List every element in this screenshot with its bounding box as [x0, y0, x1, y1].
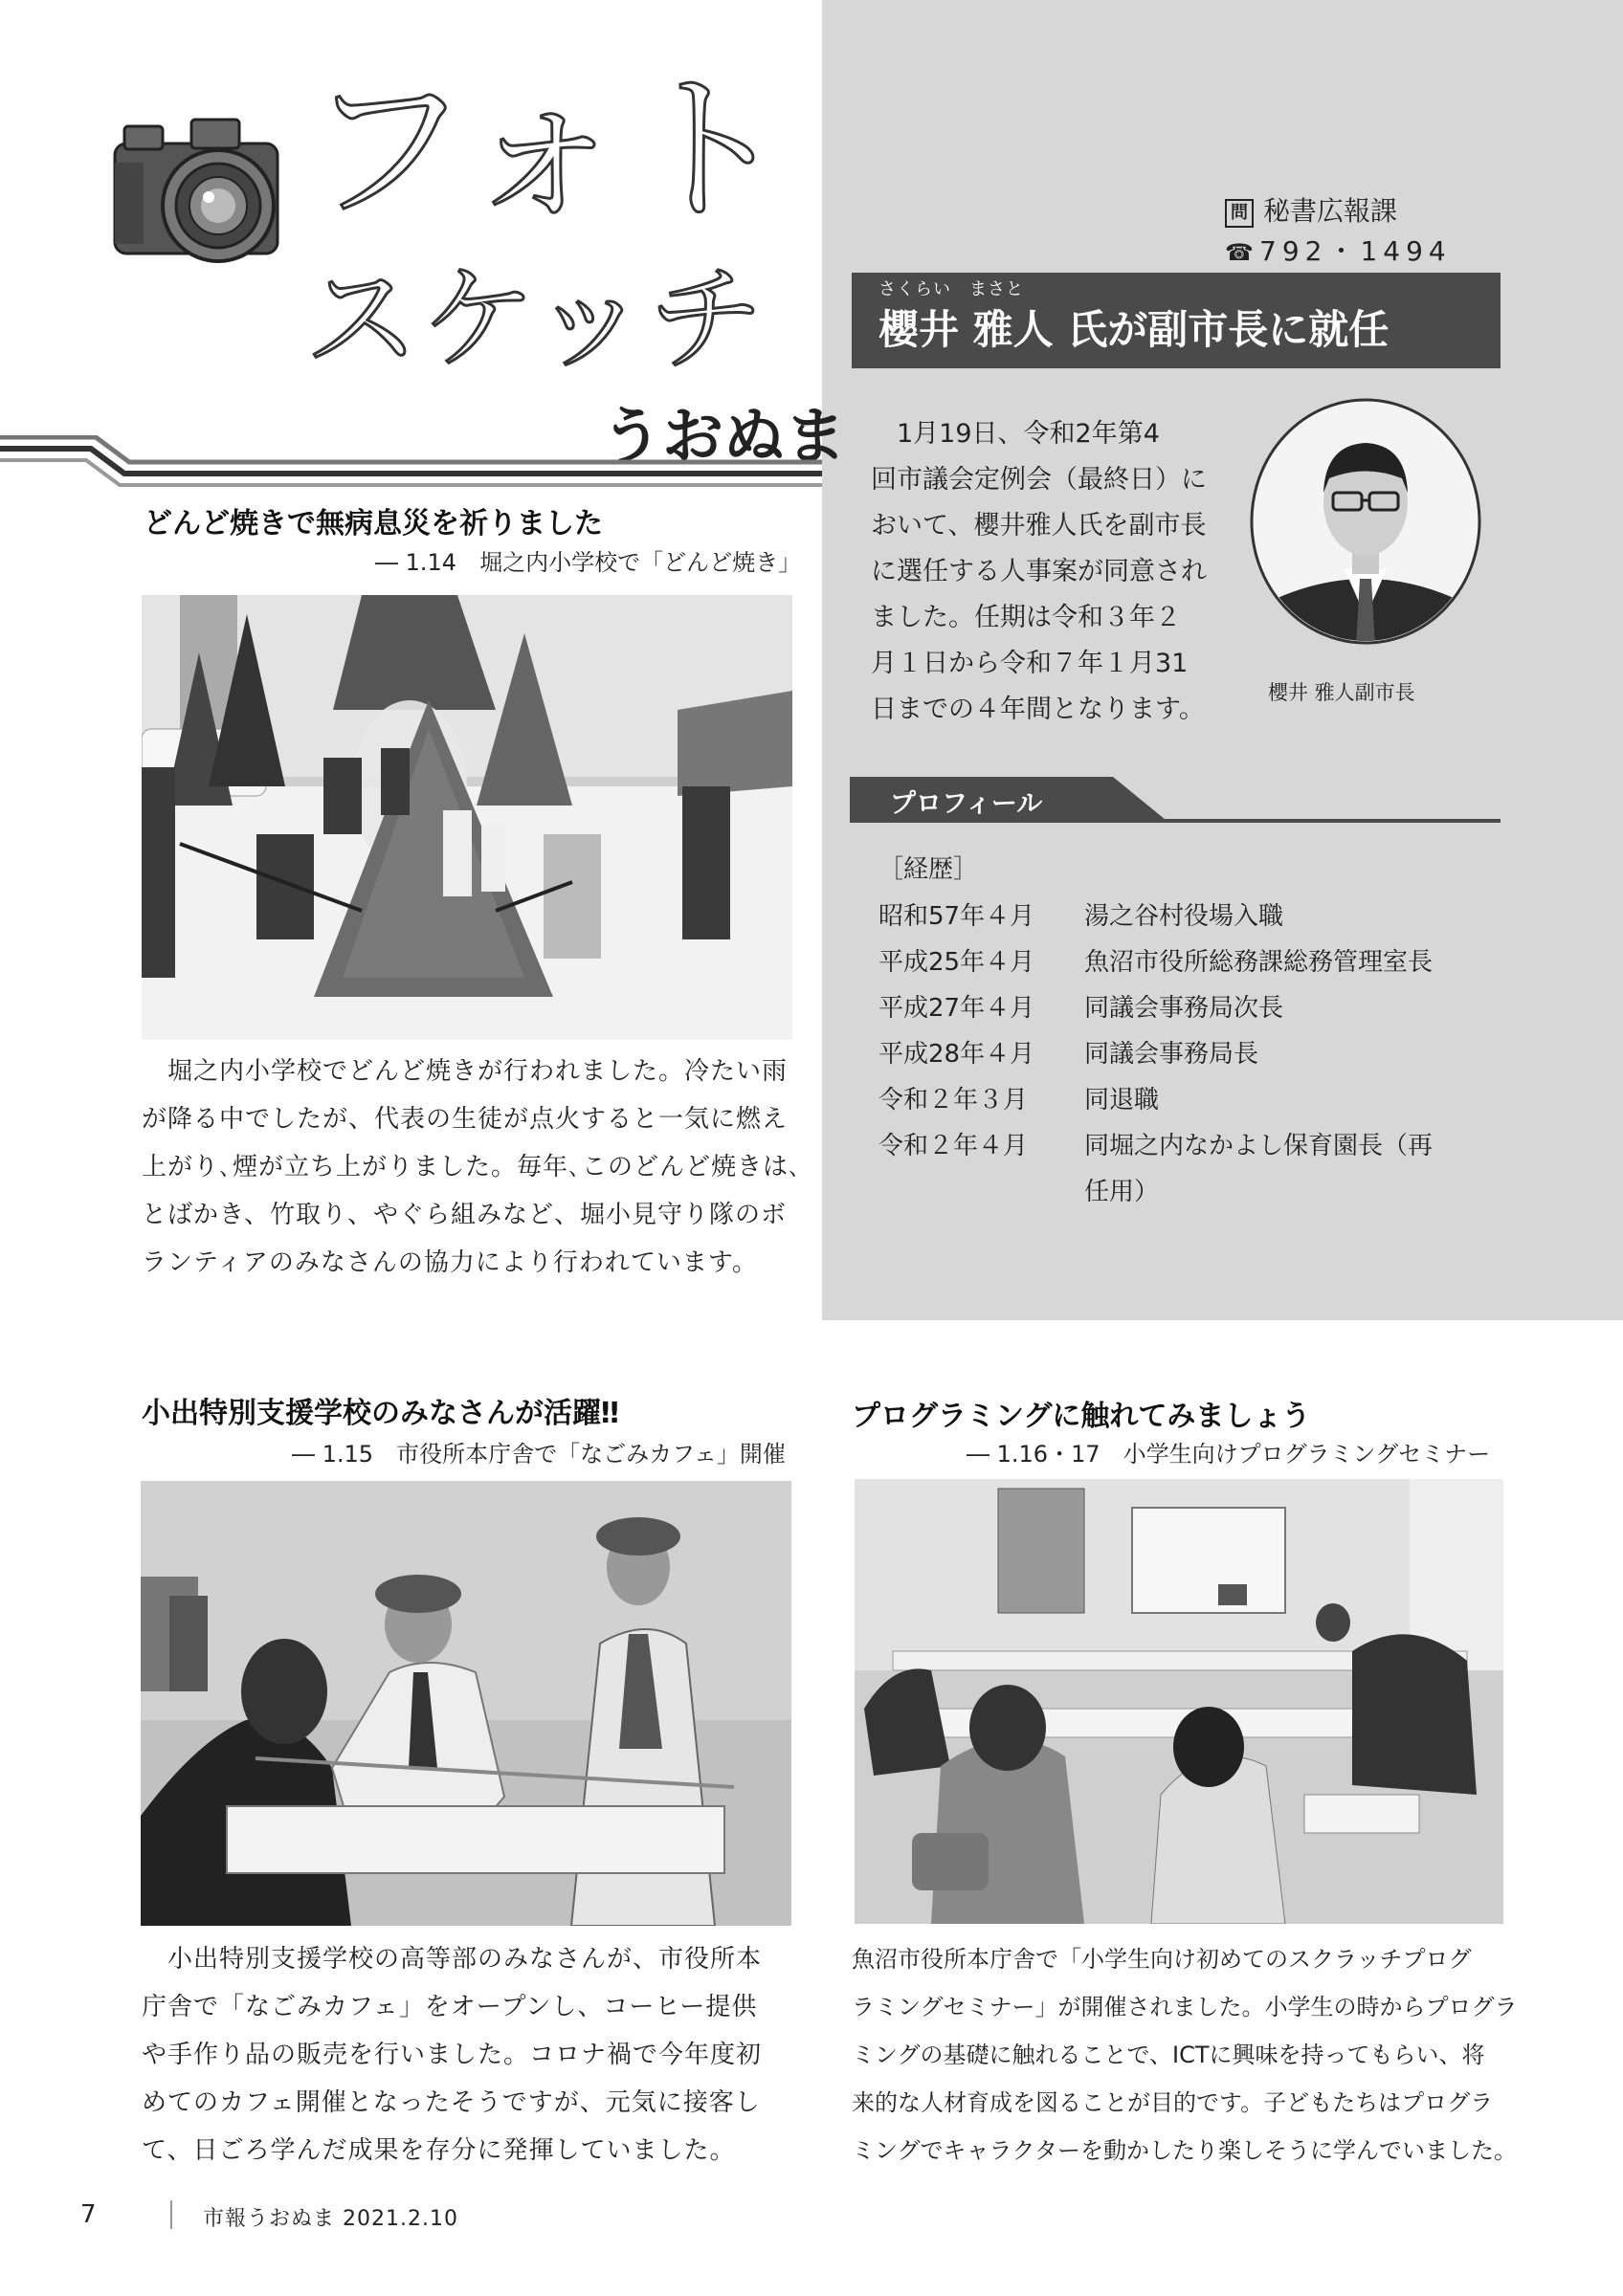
profile-label: プロフィール	[890, 789, 1043, 819]
career-row	[878, 1034, 1258, 1070]
article-3-body-line: ラミングセミナー」が開催されました。小学生の時からプログラ	[852, 1994, 1518, 2020]
contact-department: 秘書広報課	[1263, 195, 1398, 227]
intro-line: おいて、櫻井雅人氏を副市長	[871, 511, 1207, 541]
article-3-subtitle: ― 1.16・17 小学生向けプログラミングセミナー	[967, 1441, 1491, 1468]
article-1-subtitle: ― 1.14 堀之内小学校で「どんど焼き」	[375, 549, 802, 576]
career-date: 昭和57年４月	[878, 902, 1035, 931]
career-row	[878, 1172, 1159, 1207]
article-3-body-line: 魚沼市役所本庁舎で「小学生向け初めてのスクラッチプログ	[852, 1946, 1472, 1973]
contact-info	[1225, 191, 1452, 273]
page-number: 7	[80, 2200, 97, 2229]
career-date: 平成25年４月	[878, 948, 1035, 977]
name-ruby: さくらい まさと	[878, 279, 1024, 299]
intro-line: 月１日から令和７年１月31	[871, 649, 1189, 678]
article-1-body	[142, 1048, 812, 1287]
article-1-body-line: とばかき、竹取り、やぐら組みなど、堀小見守り隊のボ	[142, 1201, 787, 1229]
career-date: 令和２年３月	[878, 1086, 1029, 1115]
footer-divider	[170, 2200, 172, 2229]
article-3-body	[852, 1935, 1522, 2175]
article-2-body-line: めてのカフェ開催となったそうですが、元気に接客し	[142, 2088, 761, 2117]
career-heading: ［経歴］	[878, 855, 979, 884]
header-title-line2: スケッチ	[304, 254, 766, 386]
career-desc: 同議会事務局長	[1084, 1040, 1259, 1069]
intro-line: 1月19日、令和2年第4	[871, 419, 1160, 449]
career-date: 平成27年４月	[878, 994, 1035, 1023]
camera-icon	[105, 105, 297, 273]
header-stripes	[0, 435, 822, 493]
career-desc: 魚沼市役所総務課総務管理室長	[1084, 948, 1434, 977]
career-row	[878, 1126, 1433, 1161]
article-3-body-line: 来的な人材育成を図ることが目的です。子どもたちはプログラ	[852, 2089, 1494, 2116]
career-desc: 同退職	[1084, 1086, 1160, 1115]
career-row	[878, 896, 1283, 932]
inquiry-mark: 問	[1225, 199, 1254, 228]
article-3-title: プログラミングに触れてみましょう	[852, 1400, 1311, 1433]
article-2-body	[142, 1935, 812, 2175]
article-1-body-line: ランティアのみなさんの協力により行われています。	[142, 1248, 758, 1277]
article-3-body-line: ミングの基礎に触れることで、ICTに興味を持ってもらい、将	[852, 2042, 1485, 2068]
article-2-body-line: て、日ごろ学んだ成果を存分に発揮していました。	[142, 2136, 736, 2165]
header-title-line3: うおぬま	[601, 402, 846, 473]
article-2-body-line: 小出特別支援学校の高等部のみなさんが、市役所本	[142, 1945, 763, 1974]
career-date: 平成28年４月	[878, 1040, 1035, 1069]
career-desc: 湯之谷村役場入職	[1084, 902, 1284, 931]
portrait-caption: 櫻井 雅人副市長	[1268, 681, 1415, 704]
career-desc: 同議会事務局次長	[1084, 994, 1284, 1023]
intro-line: に選任する人事案が同意され	[871, 557, 1207, 586]
phone-number: 792・1494	[1259, 235, 1452, 267]
article-1-body-line: 堀之内小学校でどんど焼きが行われました。冷たい雨	[142, 1057, 789, 1086]
programming-seminar-photo	[855, 1479, 1503, 1924]
article-1-body-line: 上がり､煙が立ち上がりました。毎年､このどんど焼きは､	[142, 1153, 803, 1181]
career-date: 令和２年４月	[878, 1132, 1029, 1160]
dondo-yaki-photo	[142, 595, 792, 1040]
nagomi-cafe-photo	[141, 1481, 791, 1926]
phone-icon: ☎	[1225, 239, 1254, 266]
career-row	[878, 1080, 1159, 1115]
vice-mayor-portrait	[1249, 397, 1483, 674]
career-desc: 同堀之内なかよし保育園長（再	[1084, 1132, 1434, 1160]
intro-line: ました。任期は令和３年２	[871, 603, 1181, 632]
career-row	[878, 942, 1433, 978]
career-desc: 任用）	[1084, 1178, 1160, 1206]
announcement-title: 櫻井 雅人 氏が副市長に就任	[878, 306, 1390, 353]
publication-info: 市報うおぬま 2021.2.10	[203, 2207, 458, 2231]
article-2-body-line: や手作り品の販売を行いました。コロナ禍で今年度初	[142, 2041, 763, 2069]
article-2-subtitle: ― 1.15 市役所本庁舎で「なごみカフェ」開催	[292, 1441, 786, 1468]
article-2-body-line: 庁舎で「なごみカフェ」をオープンし、コーヒー提供	[142, 1993, 758, 2021]
article-2-title: 小出特別支援学校のみなさんが活躍‼	[142, 1397, 619, 1430]
article-1-title: どんど焼きで無病息災を祈りました	[144, 507, 603, 541]
announcement-intro	[871, 411, 1234, 733]
article-3-body-line: ミングでキャラクターを動かしたり楽しそうに学んでいました。	[852, 2137, 1518, 2164]
intro-line: 回市議会定例会（最終日）に	[871, 465, 1207, 495]
career-row	[878, 988, 1283, 1024]
header-title-line1: フォト	[306, 55, 792, 245]
article-1-body-line: が降る中でしたが、代表の生徒が点火すると一気に燃え	[142, 1105, 789, 1134]
intro-line: 日までの４年間となります。	[871, 695, 1205, 724]
